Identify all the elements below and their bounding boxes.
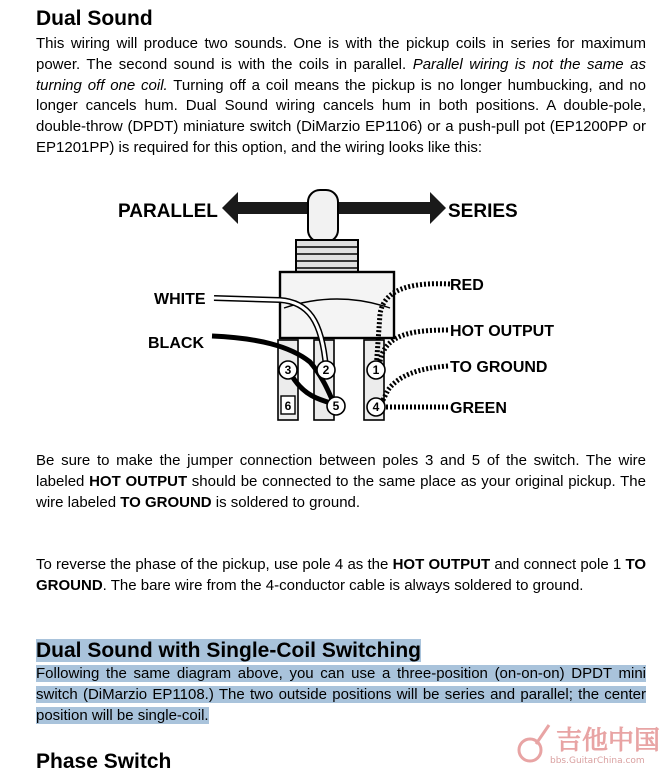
phase-reverse-paragraph [36, 555, 646, 597]
label-red: RED [450, 277, 484, 294]
text-run: Turning off a coil means the pickup is no longer humbucking, and no longer cancels hum. Dual Sound wiring cancels hum in both positions. A double-pole, double-throw (DPDT) miniature switch (DiMarzio EP1106) or a push-pull pot (EP1200PP or EP1201PP) is required for this option, and the wiring looks like this: [36, 76, 646, 156]
pole-1: 1 [372, 363, 380, 377]
label-series: SERIES [448, 201, 518, 222]
text-run: This wiring will produce two sounds. One is with the pickup coils in series for maximum power. The second sound is with the coils in parallel. [36, 35, 646, 73]
text-run: To reverse the phase of the pickup, use pole 4 as the [36, 556, 393, 573]
text-run: HOT OUTPUT [89, 472, 188, 490]
pole-3: 3 [284, 363, 292, 377]
label-black: BLACK [148, 335, 204, 352]
pole-2: 2 [322, 363, 330, 377]
dpdt-wiring-diagram [108, 186, 578, 432]
text-run: TO GROUND [120, 493, 212, 511]
label-parallel: PARALLEL [118, 201, 218, 222]
text-run: HOT OUTPUT [392, 556, 491, 573]
watermark-url: bbs.GuitarChina.com [550, 756, 645, 766]
jumper-instructions-paragraph [36, 451, 646, 513]
wire-to-ground [380, 366, 448, 406]
label-green: GREEN [450, 400, 507, 417]
section-title-dual-sound: Dual Sound [36, 7, 153, 30]
section-title-phase-switch: Phase Switch [36, 750, 172, 773]
pole-5: 5 [332, 399, 340, 413]
section-title-single-coil: Dual Sound with Single-Coil Switching [36, 639, 421, 662]
label-white: WHITE [154, 291, 206, 308]
intro-paragraph [36, 34, 646, 159]
text-run: Be sure to make the jumper connection between poles 3 and 5 of the switch. The wire labeled [36, 452, 646, 490]
pole-6: 6 [284, 399, 292, 413]
guitar-logo-icon [516, 722, 552, 766]
single-coil-paragraph: Following the same diagram above, you can use a three-position (on-on-on) DPDT mini switch (DiMarzio EP1108.) The two outside positions will be series and parallel; the center position will be single-coil. [36, 665, 646, 724]
watermark-text: 吉他中国 [556, 726, 661, 756]
label-hot-output: HOT OUTPUT [450, 323, 554, 340]
text-run: TO GROUND [36, 556, 647, 594]
text-run: should be connected to the same place as your original pickup. The wire labeled [36, 472, 646, 511]
site-watermark [516, 722, 666, 772]
pole-4: 4 [372, 400, 380, 414]
text-run: is soldered to ground. [211, 493, 361, 511]
text-run: Parallel wiring is not the same as turning off one coil. [36, 55, 647, 94]
label-to-ground: TO GROUND [450, 359, 548, 376]
text-run: . The bare wire from the 4-conductor cable is always soldered to ground. [102, 576, 584, 594]
toggle-lever [308, 190, 338, 242]
text-run: and connect pole 1 [490, 556, 626, 573]
